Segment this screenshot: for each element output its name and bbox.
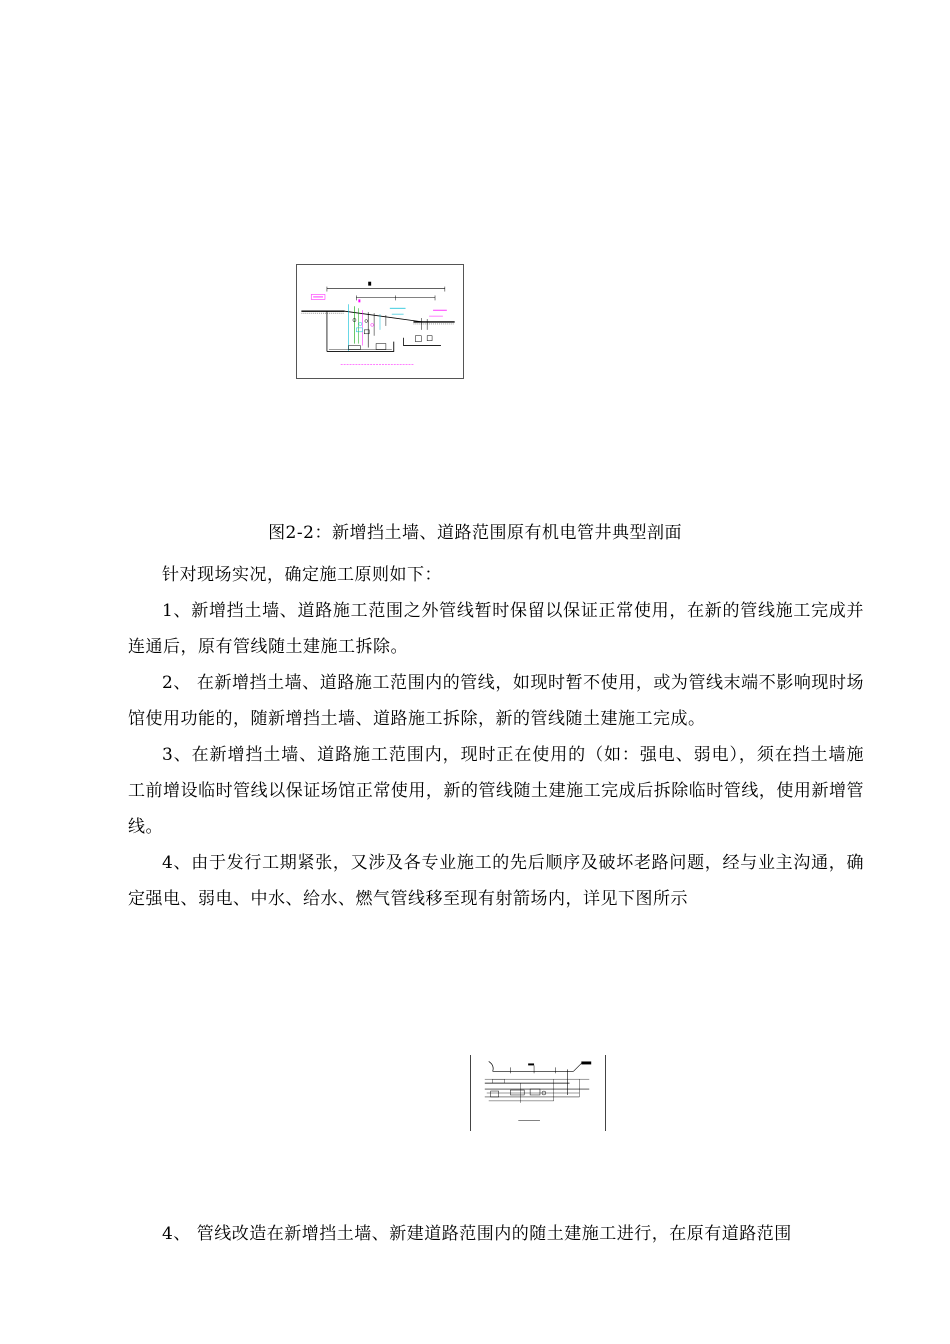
figure-section-drawing: [296, 264, 464, 379]
paragraph-principle-1: 1、新增挡土墙、道路施工范围之外管线暂时保留以保证正常使用，在新的管线施工完成并连通后，原有管线随土建施工拆除。: [128, 601, 864, 657]
figure-caption: 图2-2：新增挡土墙、道路范围原有机电管井典型剖面: [268, 523, 682, 543]
paragraph-principle-4: 4、由于发行工期紧张，又涉及各专业施工的先后顺序及破坏老路问题，经与业主沟通，确定强电、弱电、中水、给水、燃气管线移至现有射箭场内，详见下图所示: [128, 853, 864, 909]
pipeline-plan-svg: [471, 1055, 605, 1131]
paragraph-principle-3: 3、在新增挡土墙、道路施工范围内，现时正在使用的（如：强电、弱电），须在挡土墙施工前增设临时管线以保证场馆正常使用，新的管线随土建施工完成后拆除临时管线，使用新增管线。: [128, 745, 864, 837]
paragraph-principle-2: 2、 在新增挡土墙、道路施工范围内的管线，如现时暂不使用，或为管线末端不影响现时场馆使用功能的，随新增挡土墙、道路施工拆除，新的管线随土建施工完成。: [128, 673, 864, 729]
paragraph-principle-5: 4、 管线改造在新增挡土墙、新建道路范围内的随土建施工进行，在原有道路范围: [162, 1224, 792, 1244]
paragraph-intro: 针对现场实况，确定施工原则如下：: [162, 565, 442, 585]
section-drawing-svg: [297, 265, 463, 378]
figure-pipeline-plan: [470, 1055, 606, 1131]
